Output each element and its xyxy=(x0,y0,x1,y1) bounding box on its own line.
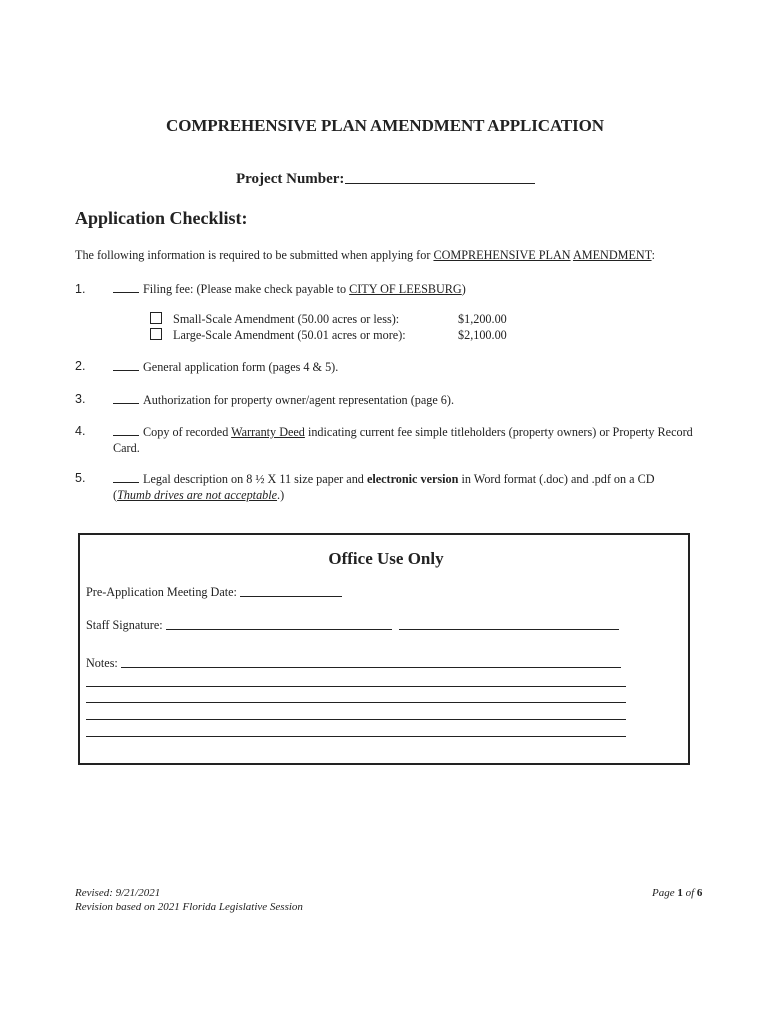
fee-option-label: Small-Scale Amendment (50.00 acres or less): xyxy=(173,312,400,326)
check-blank xyxy=(113,393,139,404)
office-use-box xyxy=(78,533,690,765)
item-text: Filing fee: (Please make check payable to xyxy=(143,282,350,296)
item-text-cont: indicating current fee simple titleholders (property owners) or Property Record xyxy=(304,425,693,439)
check-blank xyxy=(113,360,139,371)
check-blank xyxy=(113,282,139,293)
notes-line[interactable] xyxy=(86,719,626,720)
meeting-date-field[interactable] xyxy=(240,585,342,597)
warranty-deed-link: Warranty Deed xyxy=(231,425,305,439)
intro-suffix: : xyxy=(651,248,655,262)
meeting-date-label: Pre-Application Meeting Date: xyxy=(86,585,237,599)
project-number-blank xyxy=(345,169,535,184)
notes-label: Notes: xyxy=(86,656,118,670)
large-scale-checkbox[interactable] xyxy=(150,328,162,340)
intro-text xyxy=(75,248,655,263)
intro-link-comp-plan: COMPREHENSIVE PLAN xyxy=(433,248,571,262)
page-indicator xyxy=(652,886,702,900)
item-number: 4. xyxy=(75,424,86,438)
checklist-item-warranty-deed xyxy=(113,424,703,456)
paren-close: .) xyxy=(277,488,285,502)
thumb-drive-note: Thumb drives are not acceptable xyxy=(117,488,278,502)
revision-note: Revision based on 2021 Florida Legislative Session xyxy=(75,901,303,913)
meeting-date-row xyxy=(86,585,342,600)
staff-signature-row xyxy=(86,618,619,633)
item-text-cont: in Word format (.doc) and .pdf on a CD xyxy=(458,472,655,486)
project-number-row xyxy=(236,169,535,188)
notes-row xyxy=(86,656,621,671)
office-use-heading: Office Use Only xyxy=(328,549,444,568)
check-blank xyxy=(113,425,139,436)
page-of: of xyxy=(682,887,697,899)
checklist-item-legal-description xyxy=(113,471,703,503)
payee-link: CITY OF LEESBURG xyxy=(349,282,462,296)
page-total: 6 xyxy=(696,887,703,899)
checklist-item-filing-fee xyxy=(113,281,466,297)
page-prefix: Page xyxy=(652,887,678,899)
item-text-bold: electronic version xyxy=(366,472,459,486)
item-text-line2: Card. xyxy=(113,441,140,455)
fee-option-large xyxy=(150,327,406,343)
fee-amount-small: $1,200.00 xyxy=(458,312,507,326)
item-text: General application form (pages 4 & 5). xyxy=(143,360,339,374)
revised-date: Revised: 9/21/2021 xyxy=(75,887,161,899)
item-number: 5. xyxy=(75,471,86,485)
notes-line[interactable] xyxy=(86,686,626,687)
item-text: Legal description on 8 ½ X 11 size paper and xyxy=(143,472,367,486)
item-number: 1. xyxy=(75,282,86,296)
fee-amount-large: $2,100.00 xyxy=(458,328,507,342)
notes-field[interactable] xyxy=(121,656,621,668)
project-number-label: Project Number: xyxy=(236,171,345,187)
checklist-item-application-form xyxy=(113,359,338,375)
item-text-end: ) xyxy=(461,282,466,296)
staff-signature-label: Staff Signature: xyxy=(86,618,163,632)
fee-option-label: Large-Scale Amendment (50.01 acres or more): xyxy=(173,328,406,342)
paren-open: ( xyxy=(113,488,118,502)
staff-signature-field[interactable] xyxy=(166,618,392,630)
notes-line[interactable] xyxy=(86,702,626,703)
revision-info xyxy=(75,886,303,914)
item-number: 3. xyxy=(75,392,86,406)
notes-line[interactable] xyxy=(86,736,626,737)
fee-option-small xyxy=(150,311,399,327)
item-text: Authorization for property owner/agent representation (page 6). xyxy=(143,393,455,407)
checklist-item-authorization xyxy=(113,392,454,408)
intro-prefix: The following information is required to be submitted when applying for xyxy=(75,248,434,262)
intro-link-amendment: AMENDMENT xyxy=(572,248,652,262)
small-scale-checkbox[interactable] xyxy=(150,312,162,324)
page-current: 1 xyxy=(677,887,683,899)
checklist-heading: Application Checklist: xyxy=(75,208,248,228)
staff-signature-date-field[interactable] xyxy=(399,618,619,630)
check-blank xyxy=(113,472,139,483)
document-title: COMPREHENSIVE PLAN AMENDMENT APPLICATION xyxy=(166,116,604,135)
item-number: 2. xyxy=(75,359,86,373)
item-text: Copy of recorded xyxy=(143,425,232,439)
